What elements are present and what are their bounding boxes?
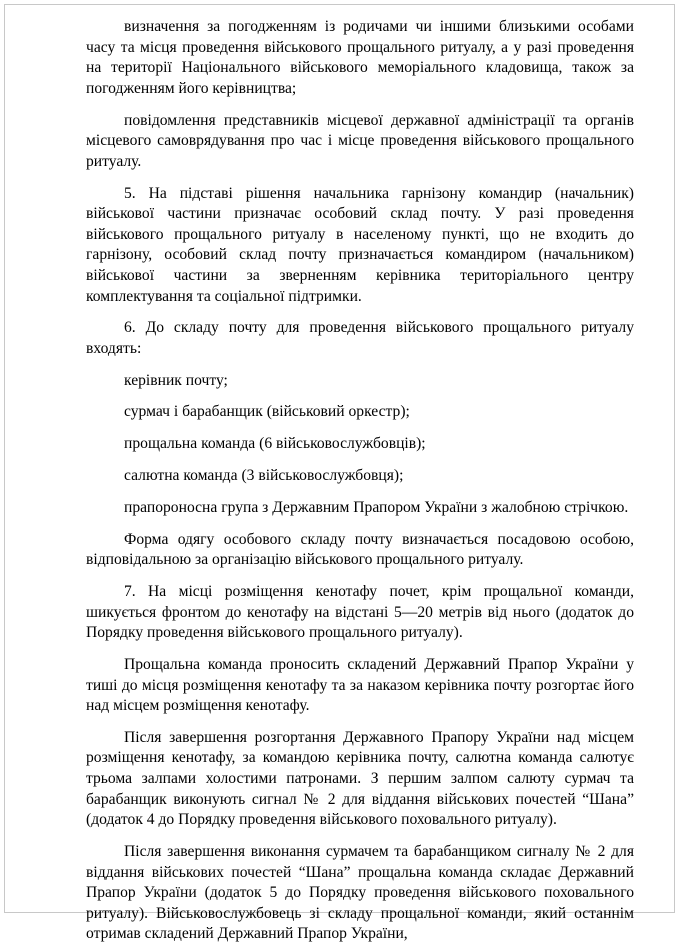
paragraph-2: повідомлення представників місцевої державної адміністрації та органів місцевого самоврядування про час і місце проведення військового прощального ритуалу.	[86, 111, 634, 170]
paragraph-4: 6. До складу почту для проведення військового прощального ритуалу входять:	[86, 319, 634, 357]
paragraph-8: салютна команда (3 військовослужбовця);	[124, 467, 404, 484]
paragraph-14: Після завершення виконання сурмачем та барабанщиком сигналу № 2 для віддання військових почестей “Шана” прощальна команда складає Державний Прапор України (додаток 5 до Порядку проведення військового поховального ритуалу). Військовослужбовець зі складу прощальної команди, який останнім отримав складений Державний Прапор України,	[86, 843, 634, 943]
paragraph-5: керівник почту;	[124, 371, 228, 389]
paragraph-12: Прощальна команда проносить складений Державний Прапор України у тиші до місця розміщення кенотафу та за наказом керівника почту розгортає його над місцем розміщення кенотафу.	[86, 655, 634, 715]
paragraph-3: 5. На підставі рішення начальника гарнізону командир (начальник) військової частини призначає особовий склад почту. У разі проведення військового прощального ритуалу в населеному пункті, що не входить до гарнізону, особовий склад почту призначається командиром (начальником) військової частини за зверненням керівника територіального центру комплектування та соціальної підтримки.	[86, 184, 634, 305]
paragraph-6: сурмач і барабанщик (військовий оркестр);	[124, 403, 410, 421]
document-page	[4, 4, 675, 943]
paragraph-11: 7. На місці розміщення кенотафу почет, крім прощальної команди, шикується фронтом до кенотафу на відстані 5—20 метрів від нього (додаток до Порядку проведення військового прощального ритуалу).	[86, 582, 634, 642]
paragraph-9: прапороносна група з Державним Прапором України з жалобною стрічкою.	[124, 498, 629, 516]
paragraph-7: прощальна команда (6 військовослужбовців);	[124, 435, 426, 453]
paragraph-10: Форма одягу особового складу почту визначається посадовою особою, відповідальною за організацію військового прощального ритуалу.	[86, 530, 634, 569]
paragraph-1: визначення за погодженням із родичами чи іншими близькими особами часу та місця проведення військового прощального ритуалу, а у разі проведення на території Національного військового меморіального кладовища, також за погодженням його керівництва;	[86, 18, 634, 97]
paragraph-13: Після завершення розгортання Державного Прапору України над місцем розміщення кенотафу, за командою керівника почту, салютна команда салютує трьома залпами холостими патронами. З першим залпом салюту сурмач та барабанщик виконують сигнал № 2 для віддання військових почестей “Шана” (додаток 4 до Порядку проведення військового поховального ритуалу).	[86, 728, 634, 829]
document-body	[86, 17, 634, 945]
